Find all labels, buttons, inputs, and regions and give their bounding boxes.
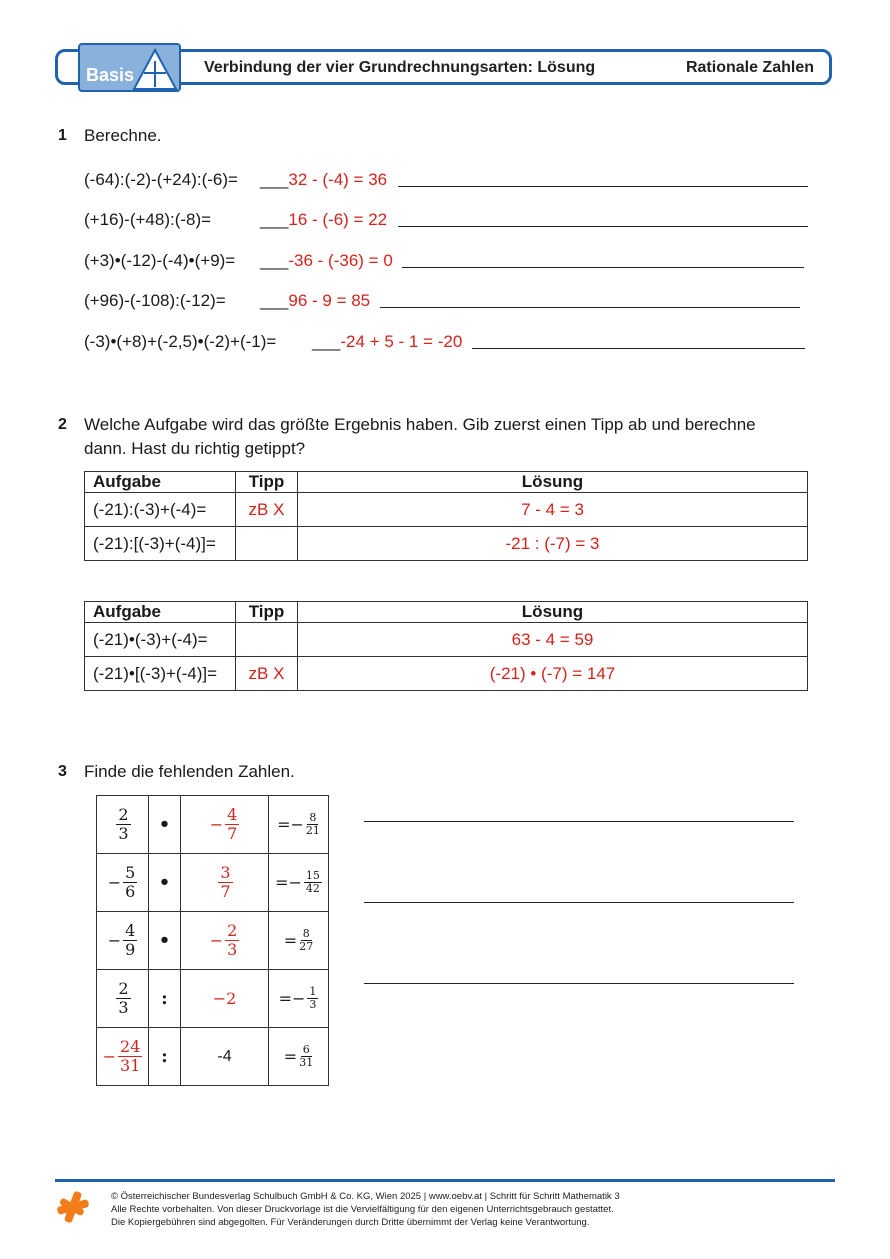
numerator: 4	[125, 921, 136, 941]
task2-instruction-line1: Welche Aufgabe wird das größte Ergebnis haben. Gib zuerst einen Tipp ab und berechne	[84, 415, 756, 434]
copyright-notice	[111, 1190, 620, 1229]
footer-divider	[55, 1179, 835, 1182]
answer-line	[472, 348, 805, 349]
task1-answer-1	[260, 170, 387, 190]
task-cell: (-21):(-3)+(-4)=	[85, 493, 236, 527]
factor-a-cell[interactable]	[97, 1028, 149, 1086]
table-row	[97, 970, 329, 1028]
task-cell: (-21):[(-3)+(-4)]=	[85, 527, 236, 561]
tip-cell[interactable]	[236, 527, 298, 561]
table-row	[97, 796, 329, 854]
numerator: 8	[302, 926, 310, 940]
answer-blank: ___	[260, 291, 289, 310]
sign: =−	[275, 873, 302, 892]
task1-answer: 32 - (-4) = 36	[288, 170, 388, 189]
answer-line	[398, 226, 808, 227]
col-header-aufgabe: Aufgabe	[85, 472, 236, 493]
solution-cell: 63 - 4 = 59	[298, 623, 808, 657]
numerator: 24	[120, 1037, 141, 1057]
task2-instruction-line2: dann. Hast du richtig getippt?	[84, 439, 306, 458]
operator-cell: •	[149, 854, 181, 912]
publisher-logo-icon	[55, 1189, 91, 1225]
numerator: 6	[302, 1042, 310, 1056]
sign: =	[283, 931, 298, 950]
answer-line	[402, 267, 804, 268]
task-cell: (-21)•[(-3)+(-4)]=	[85, 657, 236, 691]
denominator: 3	[309, 998, 317, 1011]
col-header-loesung: Lösung	[298, 472, 808, 493]
answer-blank: ___	[312, 332, 341, 351]
tip-cell[interactable]: zB X	[236, 657, 298, 691]
tip-table-1	[84, 471, 808, 561]
task1-answer-5	[312, 332, 462, 352]
table-row	[85, 657, 808, 691]
denominator: 3	[227, 940, 238, 959]
col-header-aufgabe: Aufgabe	[85, 602, 236, 623]
factor-b-cell[interactable]	[181, 854, 269, 912]
operator-cell: •	[149, 912, 181, 970]
task1-row-3	[84, 251, 235, 271]
col-header-tipp: Tipp	[236, 602, 298, 623]
denominator: 9	[125, 940, 136, 959]
task1-answer: -24 + 5 - 1 = -20	[340, 332, 463, 351]
result-cell	[269, 854, 329, 912]
task1-answer-3	[260, 251, 393, 271]
fraction-table	[96, 795, 329, 1086]
task1-row-2	[84, 210, 211, 230]
sign: −	[102, 1047, 117, 1066]
numerator: 2	[118, 805, 129, 825]
sign: −	[107, 873, 122, 892]
numerator: 2	[118, 979, 129, 999]
tip-table-2	[84, 601, 808, 691]
task1-instruction: Berechne.	[84, 126, 162, 145]
sign: −	[209, 931, 224, 950]
task-number-2: 2	[58, 416, 67, 433]
answer-line	[398, 186, 808, 187]
denominator: 21	[305, 824, 320, 837]
tip-cell[interactable]	[236, 623, 298, 657]
answer-line	[380, 307, 800, 308]
task-number-1: 1	[58, 127, 67, 144]
answer-blank: ___	[260, 251, 289, 270]
tip-cell[interactable]: zB X	[236, 493, 298, 527]
result-cell	[269, 1028, 329, 1086]
answer-line	[364, 983, 794, 984]
denominator: 27	[299, 940, 314, 953]
answer-line	[364, 821, 794, 822]
sign: −	[209, 815, 224, 834]
task3-instruction: Finde die fehlenden Zahlen.	[84, 762, 295, 781]
sign: −	[107, 931, 122, 950]
subject-title: Rationale Zahlen	[685, 59, 814, 76]
footer-line-1: © Österreichischer Bundesverlag Schulbuch GmbH & Co. KG, Wien 2025 | www.oebv.at | Schritt für Schritt Mathematik 3	[111, 1191, 620, 1202]
task1-expression: (-64):(-2)-(+24):(-6)=	[84, 170, 238, 189]
result-cell	[269, 796, 329, 854]
task1-answer: -36 - (-36) = 0	[288, 251, 393, 270]
page-title: Verbindung der vier Grundrechnungsarten: Lösung	[204, 59, 596, 76]
task-number-3: 3	[58, 763, 67, 780]
task1-answer: 16 - (-6) = 22	[288, 210, 388, 229]
task1-answer: 96 - 9 = 85	[288, 291, 371, 310]
table-row	[85, 623, 808, 657]
table-row	[97, 912, 329, 970]
task1-row-5	[84, 332, 276, 352]
table-row	[85, 527, 808, 561]
logo-text: Basis	[86, 65, 135, 85]
solution-cell: -21 : (-7) = 3	[298, 527, 808, 561]
factor-a-cell	[97, 796, 149, 854]
task1-row-1	[84, 170, 238, 190]
numerator: 3	[220, 863, 231, 883]
denominator: 31	[120, 1056, 141, 1075]
basis-logo	[78, 43, 181, 92]
sign: =−	[277, 815, 304, 834]
task1-expression: (-3)•(+8)+(-2,5)•(-2)+(-1)=	[84, 332, 277, 351]
answer-line	[364, 902, 794, 903]
numerator: 5	[125, 863, 136, 883]
task-cell: (-21)•(-3)+(-4)=	[85, 623, 236, 657]
numerator: 15	[305, 868, 320, 882]
denominator: 31	[299, 1056, 314, 1069]
sign: =−	[278, 989, 306, 1008]
task1-answer-2	[260, 210, 387, 230]
operator-cell: •	[149, 796, 181, 854]
answer-blank: ___	[260, 170, 289, 189]
factor-b-cell[interactable]	[181, 912, 269, 970]
numerator: 4	[227, 805, 238, 825]
task1-expression: (+96)-(-108):(-12)=	[84, 291, 226, 310]
operator-cell: :	[149, 1028, 181, 1086]
denominator: 7	[227, 824, 238, 843]
solution-cell: (-21) • (-7) = 147	[298, 657, 808, 691]
denominator: 7	[220, 882, 231, 901]
result-cell	[269, 912, 329, 970]
table-row	[85, 493, 808, 527]
operator-cell: :	[149, 970, 181, 1028]
factor-b-cell: -4	[181, 1028, 269, 1086]
task1-row-4	[84, 291, 226, 311]
factor-b-cell[interactable]: −2	[181, 970, 269, 1028]
task1-expression: (+3)•(-12)-(-4)•(+9)=	[84, 251, 236, 270]
solution-cell: 7 - 4 = 3	[298, 493, 808, 527]
factor-b-cell[interactable]	[181, 796, 269, 854]
denominator: 42	[305, 882, 320, 895]
task1-expression: (+16)-(+48):(-8)=	[84, 210, 212, 229]
denominator: 6	[125, 882, 136, 901]
footer-line-2: Alle Rechte vorbehalten. Von dieser Druckvorlage ist die Vervielfältigung für den eigenen Unterrichtsgebrauch gestattet.	[111, 1204, 614, 1215]
factor-a-cell	[97, 854, 149, 912]
result-cell	[269, 970, 329, 1028]
triangle-icon	[132, 47, 178, 91]
task1-answer-4	[260, 291, 370, 311]
denominator: 3	[118, 998, 129, 1017]
factor-a-cell	[97, 970, 149, 1028]
numerator: 1	[309, 984, 317, 998]
numerator: 2	[227, 921, 238, 941]
numerator: 8	[309, 810, 317, 824]
footer-line-3: Die Kopiergebühren sind abgegolten. Für Veränderungen durch Dritte übernimmt der Verlag keine Verantwortung.	[111, 1217, 590, 1228]
col-header-loesung: Lösung	[298, 602, 808, 623]
col-header-tipp: Tipp	[236, 472, 298, 493]
denominator: 3	[118, 824, 129, 843]
sign: =	[283, 1047, 298, 1066]
table-row	[97, 854, 329, 912]
answer-blank: ___	[260, 210, 289, 229]
table-row	[97, 1028, 329, 1086]
factor-a-cell	[97, 912, 149, 970]
